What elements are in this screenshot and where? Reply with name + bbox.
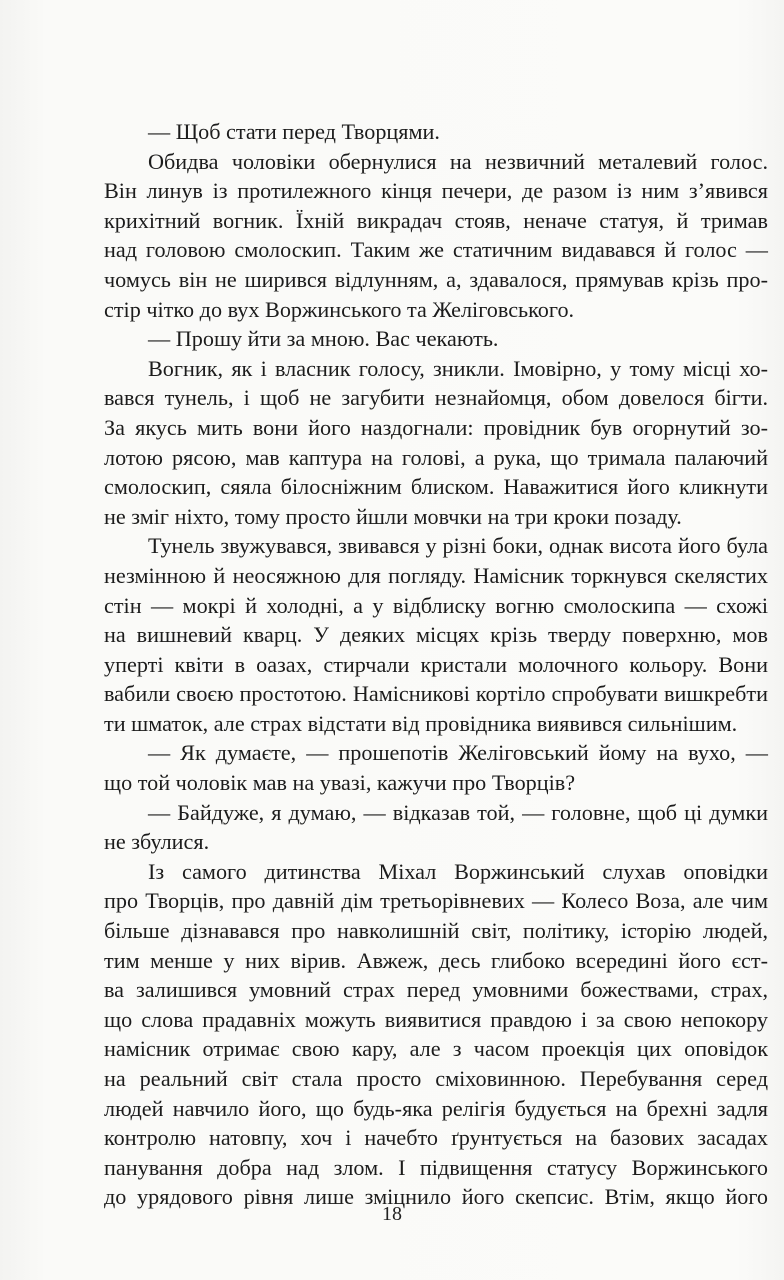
text-line: лотою рясою, мав каптура на голові, а рука, що тримала палаючий [104, 444, 768, 470]
text-line: — Прошу йти за мною. Вас чекають. [148, 326, 499, 352]
text-line: ти шматок, але страх відстати від провідника виявився сильнішим. [104, 710, 738, 736]
text-line: намісник отримає свою кару, але з часом проекція цих оповідок [104, 1036, 768, 1062]
text-line: про Творців, про давній дім третьорівневих — Колесо Воза, але чим [104, 888, 768, 914]
text-line: що слова прадавніх можуть виявитися правдою і за свою непокору [104, 1006, 768, 1032]
text-line: За якусь мить вони його наздогнали: провідник був огорнутий зо- [104, 414, 768, 440]
text-line: вабили своєю простотою. Намісникові кортіло спробувати вишкребти [104, 681, 768, 707]
text-line: стір чітко до вух Воржинського та Желіговського. [104, 296, 575, 322]
text-line: крихітний вогник. Їхній викрадач стояв, неначе статуя, й тримав [104, 207, 768, 233]
text-line: Обидва чоловіки обернулися на незвичний металевий голос. [148, 148, 768, 174]
text-line: Він линув із протилежного кінця печери, де разом із ним з’явився [104, 178, 768, 204]
text-line: стін — мокрі й холодні, а у відблиску вогню смолоскипа — схожі [104, 592, 768, 618]
text-line: ва залишився умовний страх перед умовними божествами, страх, [104, 977, 768, 1003]
text-line: смолоскип, сяяла білосніжним блиском. Наважитися його кликнути [104, 474, 768, 500]
text-line: тим менше у них вірив. Авжеж, десь глибоко всередині його єст- [104, 947, 768, 973]
page-number: 18 [382, 1203, 402, 1225]
text-line: контролю натовпу, хоч і начебто ґрунтується на базових засадах [104, 1125, 768, 1151]
text-line: Вогник, як і власник голосу, зникли. Імовірно, у тому місці хо- [148, 355, 768, 381]
text-line: не збулися. [104, 829, 210, 855]
text-line: на реальний світ стала просто сміховинною. Перебування серед [104, 1066, 768, 1091]
text-line: на вишневий кварц. У деяких місцях крізь тверду поверхню, мов [104, 622, 768, 648]
text-line: Із самого дитинства Міхал Воржинський слухав оповідки [148, 858, 768, 884]
text-line: не зміг ніхто, тому просто йшли мовчки на три кроки позаду. [104, 503, 682, 529]
text-line: — Щоб стати перед Творцями. [148, 119, 440, 144]
text-line: панування добра над злом. І підвищення статусу Воржинського [104, 1154, 768, 1180]
text-line: незмінною й неосяжною для погляду. Намісник торкнувся скелястих [104, 562, 768, 588]
text-line: — Байдуже, я думаю, — відказав той, — головне, щоб ці думки [148, 799, 768, 825]
text-line: що той чоловік мав на увазі, кажучи про Творців? [104, 770, 576, 796]
text-line: більше дізнавався про навколишній світ, політику, історію людей, [104, 918, 768, 944]
text-line: Тунель звужувався, звивався у різні боки, однак висота його була [148, 533, 768, 559]
text-line: чомусь він не ширився відлунням, а, здавалося, прямував крізь про- [104, 266, 768, 292]
text-line: над головою смолоскип. Таким же статичним видавався й голос — [104, 237, 768, 263]
text-line: вався тунель, і щоб не загубити незнайомця, обом довелося бігти. [104, 385, 768, 411]
body-text [104, 117, 768, 1212]
text-line: — Як думаєте, — прошепотів Желіговський йому на вухо, — [148, 740, 768, 766]
text-line: уперті квіти в оазах, стирчали кристали молочного кольору. Вони [104, 651, 768, 677]
text-line: людей навчило його, що будь-яка релігія будується на брехні задля [104, 1095, 768, 1121]
text-line: до урядового рівня лише зміцнило його скепсис. Втім, якщо його [104, 1184, 768, 1210]
